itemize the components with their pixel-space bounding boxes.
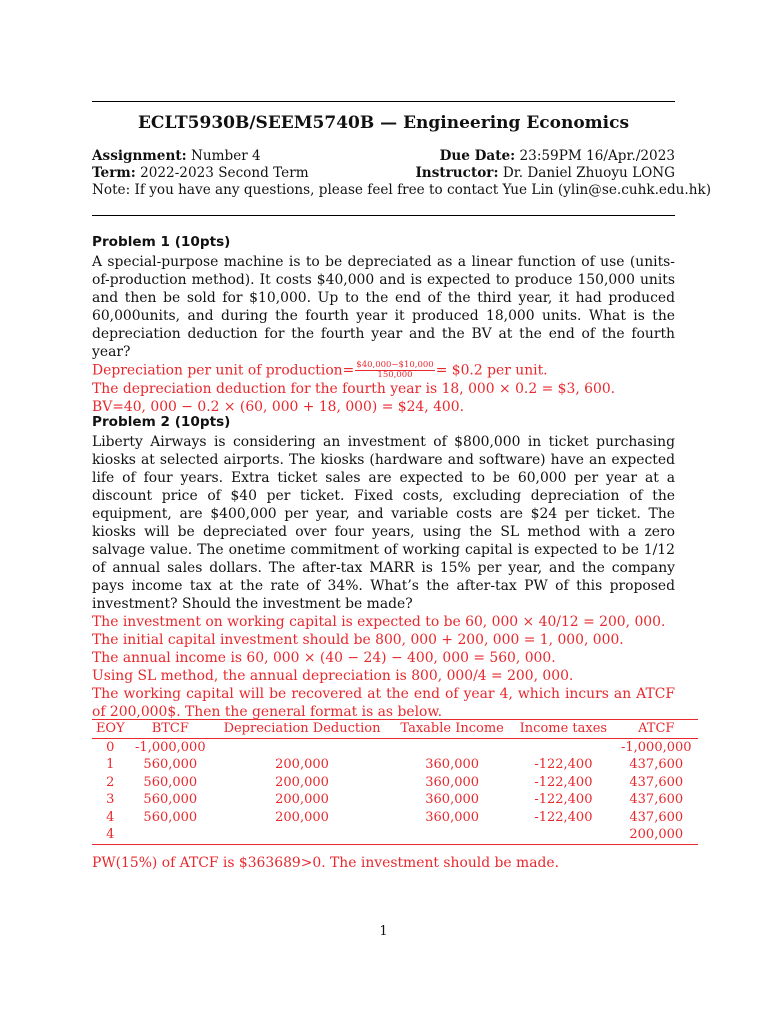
problem-1-title: Problem 1 (10pts) xyxy=(92,234,231,250)
problem-1-text: A special-purpose machine is to be depreciated as a linear function of use (units-of-production method). It costs $40,000 and is expected to produce 150,000 units and then be sold for $10,000. Up to the end of the third year, it had produced 60,000units, and during the fourth year it produced 18,000 units. What is the depreciation deduction for the fourth year and the BV at the end of the fourth year? xyxy=(92,254,675,360)
table-cell: 560,000 xyxy=(143,774,198,790)
table-cell: 200,000 xyxy=(275,757,329,772)
term-label: Term: xyxy=(92,165,136,181)
table-cell xyxy=(129,826,212,844)
table-cell: 4 xyxy=(106,809,115,825)
problem-2-answer-line-4: Using SL method, the annual depreciation is 800, 000/4 = 200, 000. xyxy=(92,668,574,684)
table-row xyxy=(92,738,698,756)
table-cell: 1 xyxy=(106,757,115,772)
problem-2-answer-line-1: The investment on working capital is expected to be 60, 000 × 40/12 = 200, 000. xyxy=(92,614,666,630)
table-header-row xyxy=(92,720,698,739)
due-date-label: Due Date: xyxy=(439,148,516,164)
instructor-label: Instructor: xyxy=(415,165,499,181)
problem-2-answer-line-5: The working capital will be recovered at the end of year 4, which incurs an ATCF of 200,000$. Then the general format is as below. xyxy=(92,686,675,720)
problem-2 xyxy=(92,413,675,721)
table-row xyxy=(92,774,698,792)
table-cell xyxy=(392,826,512,844)
column-header: Income taxes xyxy=(512,720,614,739)
assignment-info xyxy=(92,148,261,165)
column-header: Depreciation Deduction xyxy=(212,720,392,739)
table-row xyxy=(92,756,698,774)
table-row xyxy=(92,809,698,827)
problem-2-answer-line-3: The annual income is 60, 000 × (40 − 24) − 400, 000 = 560, 000. xyxy=(92,650,556,666)
term-info xyxy=(92,165,309,182)
header-bottom-rule xyxy=(92,215,675,216)
problem-1 xyxy=(92,233,675,416)
instructor-info xyxy=(415,165,675,182)
assignment-label: Assignment: xyxy=(92,148,187,164)
problem-2-conclusion: PW(15%) of ATCF is $363689>0. The investment should be made. xyxy=(92,855,560,871)
page-title: ECLT5930B/SEEM5740B — Engineering Economics xyxy=(137,113,630,133)
table-cell: 2 xyxy=(106,774,115,790)
assignment-value: Number 4 xyxy=(190,148,261,164)
table-cell: 437,600 xyxy=(629,757,684,772)
table-cell: 360,000 xyxy=(425,792,480,807)
table-cell: 3 xyxy=(106,792,115,807)
due-date-info xyxy=(440,148,675,165)
table-cell xyxy=(212,826,392,844)
problem-2-title: Problem 2 (10pts) xyxy=(92,414,231,430)
table-row xyxy=(92,826,698,844)
column-header: ATCF xyxy=(615,720,698,739)
table-cell: -1,000,000 xyxy=(135,739,206,755)
fraction-numerator: $40,000−$10,000 xyxy=(356,360,434,370)
problem-1-answer-line-3: BV=40, 000 − 0.2 × (60, 000 + 18, 000) = $24, 400. xyxy=(92,399,465,415)
table-cell: 360,000 xyxy=(425,774,480,790)
table-cell: -122,400 xyxy=(534,809,593,825)
table-cell: 4 xyxy=(92,826,129,844)
table-cell xyxy=(212,738,392,756)
header-note xyxy=(92,182,712,199)
term-value: 2022-2023 Second Term xyxy=(140,165,309,181)
table-cell: 200,000 xyxy=(275,792,329,807)
problem-2-text: Liberty Airways is considering an investment of $800,000 in ticket purchasing kiosks at selected airports. The kiosks (hardware and software) have an expected life of four years. Extra ticket sales are expected to be 60,000 per year at a discount price of $40 per ticket. Fixed costs, excluding depreciation of the equipment, are $400,000 per year, and variable costs are $24 per ticket. The kiosks will be depreciated over four years, using the SL method with a zero salvage value. The onetime commitment of working capital is expected to be 1/12 of annual sales dollars. The after-tax MARR is 15% per year, and the company pays income tax at the rate of 34%. What’s the after-tax PW of this proposed investment? Should the investment be made? xyxy=(92,434,675,612)
table-cell: -122,400 xyxy=(534,792,593,807)
instructor-value: Dr. Daniel Zhuoyu LONG xyxy=(502,165,675,181)
depreciation-rate-result: = $0.2 per unit. xyxy=(435,362,548,379)
fraction-denominator: 150,000 xyxy=(377,370,413,380)
header-row-2 xyxy=(92,165,675,182)
depreciation-fraction xyxy=(355,361,434,380)
contact-note: Note: If you have any questions, please feel free to contact Yue Lin (ylin@se.cuhk.edu.hk) xyxy=(92,182,712,198)
table-cell: 360,000 xyxy=(425,757,480,772)
column-header: BTCF xyxy=(129,720,212,739)
column-header: EOY xyxy=(92,720,129,739)
assignment-header xyxy=(92,148,712,199)
table-cell: -122,400 xyxy=(534,774,593,790)
table-cell: 200,000 xyxy=(275,774,329,790)
table-cell: 560,000 xyxy=(143,792,198,807)
header-row-1 xyxy=(92,148,675,165)
table-cell: 200,000 xyxy=(275,809,329,825)
table-cell: 437,600 xyxy=(629,792,684,807)
table-cell: 360,000 xyxy=(425,809,480,825)
table-cell: 0 xyxy=(106,739,115,755)
table-cell xyxy=(392,738,512,756)
table-cell xyxy=(512,826,614,844)
page-number: 1 xyxy=(379,924,388,939)
table-row xyxy=(92,791,698,809)
table-cell: -122,400 xyxy=(534,757,593,772)
column-header: Taxable Income xyxy=(392,720,512,739)
due-date-value: 23:59PM 16/Apr./2023 xyxy=(519,148,675,164)
atcf-table xyxy=(92,719,698,845)
table-cell: 437,600 xyxy=(629,774,684,790)
depreciation-rate-label: Depreciation per unit of production= xyxy=(92,362,355,379)
table-cell: -1,000,000 xyxy=(620,739,692,755)
table-cell: 560,000 xyxy=(143,757,198,772)
table-cell: 200,000 xyxy=(615,826,698,844)
table-cell xyxy=(512,738,614,756)
problem-1-answer-line-1 xyxy=(92,361,675,380)
table-cell: 560,000 xyxy=(143,809,198,825)
table-cell: 437,600 xyxy=(629,809,684,825)
problem-2-answer-line-2: The initial capital investment should be 800, 000 + 200, 000 = 1, 000, 000. xyxy=(92,632,624,648)
top-rule xyxy=(92,101,675,102)
problem-1-answer-line-2: The depreciation deduction for the fourth year is 18, 000 × 0.2 = $3, 600. xyxy=(92,381,616,397)
